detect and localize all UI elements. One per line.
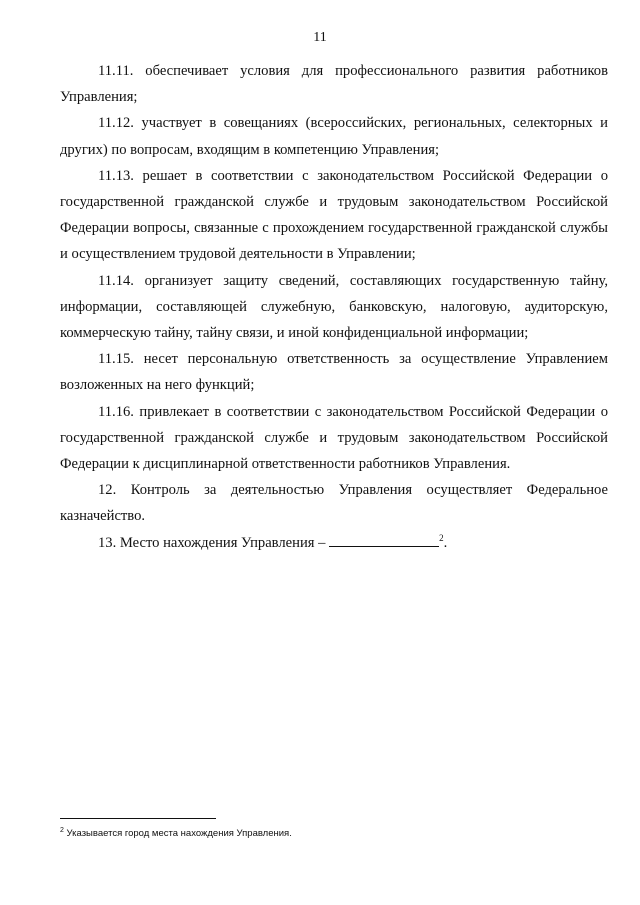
location-label: 13. Место нахождения Управления – <box>98 534 326 551</box>
location-period: . <box>443 534 448 551</box>
footnote-reference: 2 <box>439 532 444 543</box>
page-number: 11 <box>313 30 327 45</box>
paragraph-11-14: 11.14. организует защиту сведений, составляющих государственную тайну, информации, составляющей служебную, банковскую, налоговую, аудиторскую, коммерческую тайну, тайну связи, и иной конфиденциальной информации; <box>60 272 608 342</box>
footnote-text: Указывается город места нахождения Управления. <box>66 828 292 839</box>
footnote-divider <box>60 818 216 819</box>
footnote-marker: 2 <box>60 826 64 834</box>
paragraph-11-13: 11.13. решает в соответствии с законодательством Российской Федерации о государственной гражданской службе и трудовым законодательством Российской Федерации вопросы, связанные с прохождением государственной гражданской службы и осуществлением трудовой деятельности в Управлении; <box>60 167 608 263</box>
location-blank-line <box>329 534 439 547</box>
paragraph-11-11: 11.11. обеспечивает условия для профессионального развития работников Управления; <box>60 63 608 106</box>
paragraph-12: 12. Контроль за деятельностью Управления осуществляет Федеральное казначейство. <box>60 482 608 525</box>
document-body <box>60 58 608 556</box>
paragraph-11-16: 11.16. привлекает в соответствии с законодательством Российской Федерации о государственной гражданской службе и трудовым законодательством Российской Федерации к дисциплинарной ответственности работников Управления. <box>60 403 608 473</box>
paragraph-11-12: 11.12. участвует в совещаниях (всероссийских, региональных, селекторных и других) по вопросам, входящим в компетенцию Управления; <box>60 115 608 158</box>
footnote <box>60 828 292 839</box>
paragraph-11-15: 11.15. несет персональную ответственность за осуществление Управлением возложенных на него функций; <box>60 351 608 394</box>
paragraph-13-location <box>60 530 608 556</box>
